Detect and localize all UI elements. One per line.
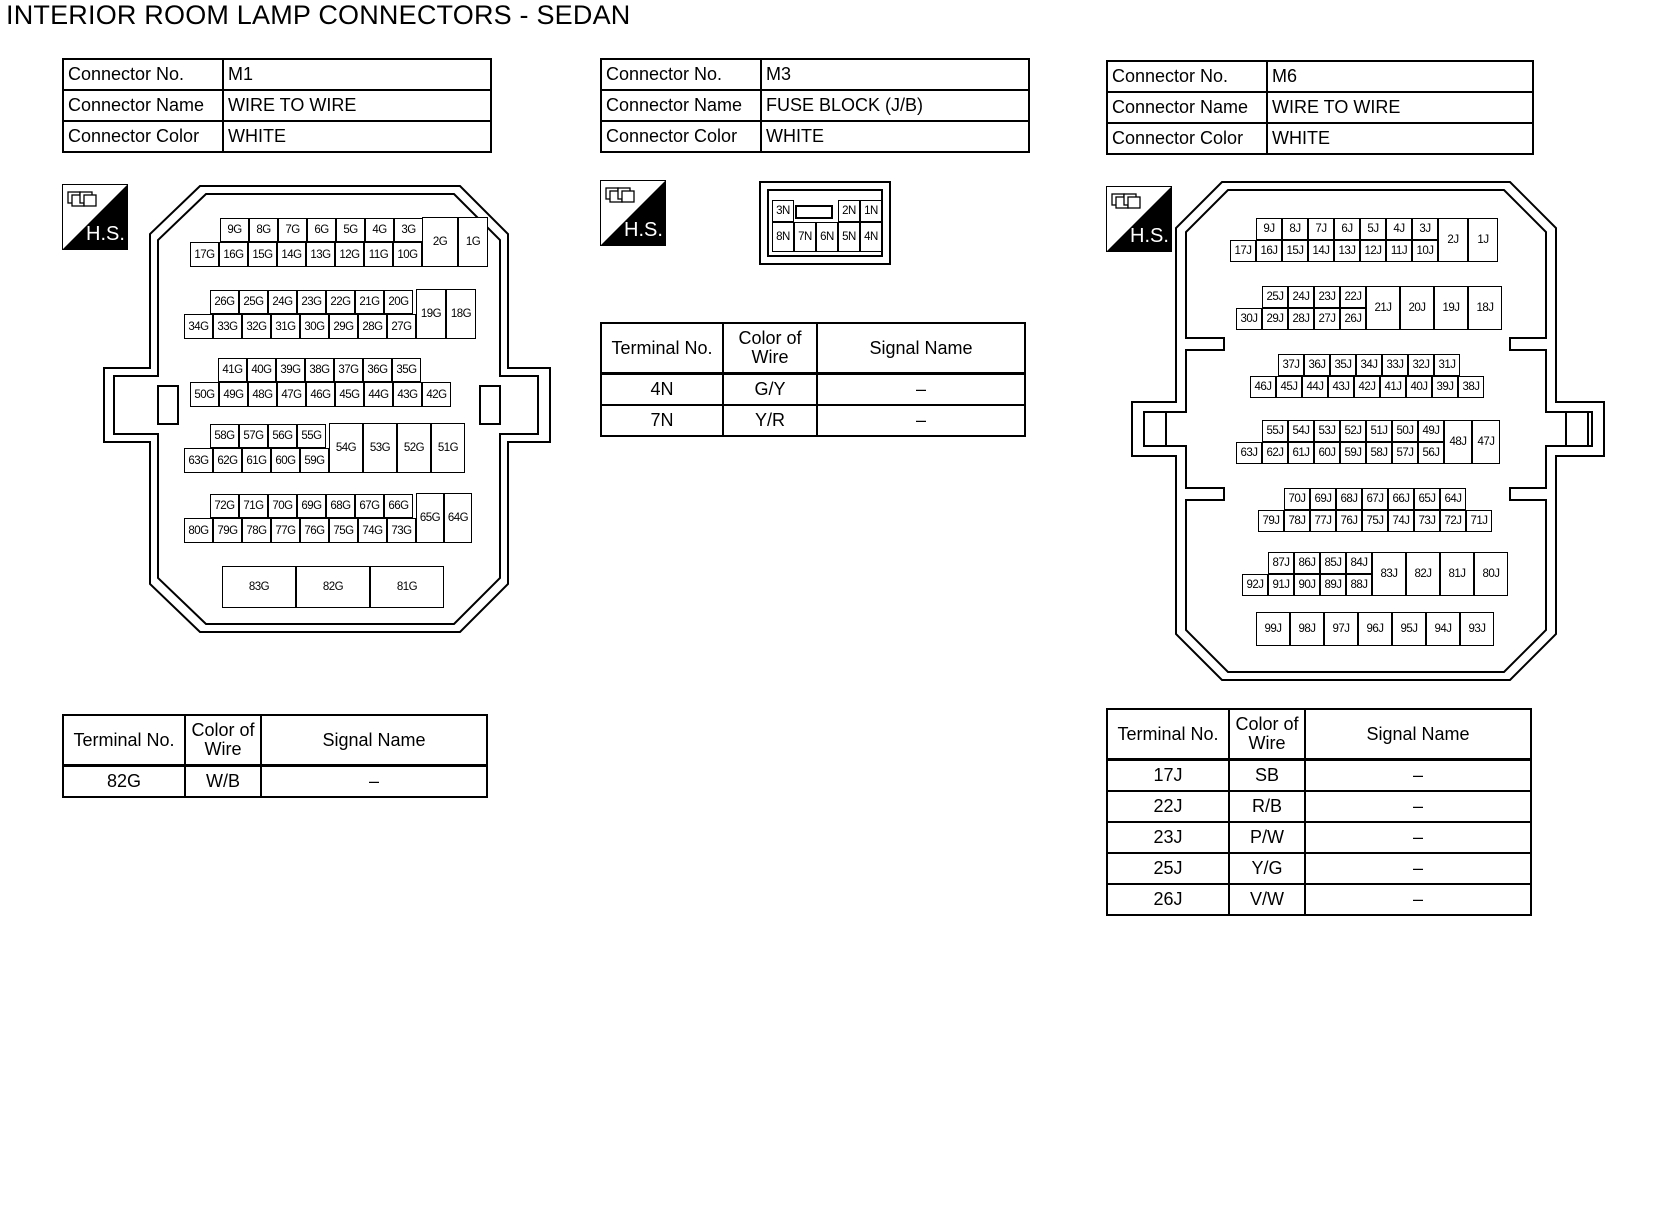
pin-14j: 14J <box>1308 240 1334 262</box>
terminal-signal-cell: – <box>1305 760 1531 792</box>
pin-43g: 43G <box>393 382 422 407</box>
pin-45j: 45J <box>1276 376 1302 398</box>
value-connector-color: WHITE <box>761 121 1029 152</box>
pin-6g: 6G <box>307 218 336 242</box>
pin-2n: 2N <box>838 200 860 222</box>
pin-3g: 3G <box>394 218 423 242</box>
pin-91j: 91J <box>1268 574 1294 596</box>
pin-48g: 48G <box>248 382 277 407</box>
hs-label: H.S. <box>624 219 663 241</box>
terminal-no-cell: 22J <box>1107 791 1229 822</box>
pin-73g: 73G <box>387 518 416 543</box>
pin-62g: 62G <box>213 448 242 473</box>
pin-25g: 25G <box>239 290 268 314</box>
pin-38g: 38G <box>305 358 334 382</box>
hs-label: H.S. <box>1130 225 1169 247</box>
terminal-wire-cell: Y/G <box>1229 853 1305 884</box>
pin-41g: 41G <box>218 358 247 382</box>
pin-11g: 11G <box>364 242 393 267</box>
pin-87j: 87J <box>1268 552 1294 574</box>
pin-70g: 70G <box>268 494 297 518</box>
label-connector-name: Connector Name <box>63 90 223 121</box>
pin-57g: 57G <box>239 424 268 448</box>
pin-25j: 25J <box>1262 286 1288 308</box>
pin-99j: 99J <box>1256 612 1290 646</box>
pin-33j: 33J <box>1382 354 1408 376</box>
terminal-wire-cell: Y/R <box>723 405 817 436</box>
pin-18j: 18J <box>1468 286 1502 330</box>
pin-30j: 30J <box>1236 308 1262 330</box>
pin-17g: 17G <box>190 242 219 267</box>
pin-16j: 16J <box>1256 240 1282 262</box>
pin-56g: 56G <box>268 424 297 448</box>
pin-88j: 88J <box>1346 574 1372 596</box>
pin-80g: 80G <box>184 518 213 543</box>
pin-60g: 60G <box>271 448 300 473</box>
terminal-signal-cell: – <box>817 405 1025 436</box>
terminal-signal-cell: – <box>1305 822 1531 853</box>
pin-35g: 35G <box>392 358 421 382</box>
pin-40j: 40J <box>1406 376 1432 398</box>
terminal-row <box>1107 884 1531 915</box>
pin-71j: 71J <box>1466 510 1492 532</box>
pin-52g: 52G <box>397 423 431 473</box>
pin-85j: 85J <box>1320 552 1346 574</box>
terminal-table-m6 <box>1106 708 1532 916</box>
pin-22j: 22J <box>1340 286 1366 308</box>
pin-21g: 21G <box>355 290 384 314</box>
pin-23j: 23J <box>1314 286 1340 308</box>
pin-89j: 89J <box>1320 574 1346 596</box>
pin-79j: 79J <box>1258 510 1284 532</box>
value-connector-name: WIRE TO WIRE <box>223 90 491 121</box>
pin-1g: 1G <box>458 217 488 267</box>
pin-35j: 35J <box>1330 354 1356 376</box>
pin-8g: 8G <box>249 218 278 242</box>
pin-63j: 63J <box>1236 442 1262 464</box>
pin-2g: 2G <box>422 217 458 267</box>
pin-74j: 74J <box>1388 510 1414 532</box>
pin-96j: 96J <box>1358 612 1392 646</box>
terminal-wire-cell: SB <box>1229 760 1305 792</box>
terminal-signal-cell: – <box>1305 853 1531 884</box>
pin-50g: 50G <box>190 382 219 407</box>
pin-72g: 72G <box>210 494 239 518</box>
terminal-wire-cell: R/B <box>1229 791 1305 822</box>
pin-44g: 44G <box>364 382 393 407</box>
pin-37g: 37G <box>334 358 363 382</box>
label-connector-name: Connector Name <box>601 90 761 121</box>
pin-40g: 40G <box>247 358 276 382</box>
pin-24j: 24J <box>1288 286 1314 308</box>
pin-4n: 4N <box>860 222 882 252</box>
pin-47g: 47G <box>277 382 306 407</box>
pin-13j: 13J <box>1334 240 1360 262</box>
pin-34j: 34J <box>1356 354 1382 376</box>
pin-90j: 90J <box>1294 574 1320 596</box>
pin-36g: 36G <box>363 358 392 382</box>
pin-86j: 86J <box>1294 552 1320 574</box>
pin-79g: 79G <box>213 518 242 543</box>
pin-82j: 82J <box>1406 552 1440 596</box>
pin-10j: 10J <box>1412 240 1438 262</box>
pin-26g: 26G <box>210 290 239 314</box>
terminal-signal-cell: – <box>1305 884 1531 915</box>
pin-6n: 6N <box>816 222 838 252</box>
pin-66j: 66J <box>1388 488 1414 510</box>
pin-32g: 32G <box>242 314 271 339</box>
pin-83g: 83G <box>222 566 296 608</box>
terminal-no-cell: 23J <box>1107 822 1229 853</box>
label-connector-no: Connector No. <box>63 59 223 90</box>
pin-50j: 50J <box>1392 420 1418 442</box>
pin-76j: 76J <box>1336 510 1362 532</box>
pin-57j: 57J <box>1392 442 1418 464</box>
pin-51j: 51J <box>1366 420 1392 442</box>
pin-44j: 44J <box>1302 376 1328 398</box>
pin-34g: 34G <box>184 314 213 339</box>
pin-71g: 71G <box>239 494 268 518</box>
pin-1n: 1N <box>860 200 882 222</box>
pin-31j: 31J <box>1434 354 1460 376</box>
pin-81j: 81J <box>1440 552 1474 596</box>
header-signal-name: Signal Name <box>261 715 487 766</box>
pin-29j: 29J <box>1262 308 1288 330</box>
pin-33g: 33G <box>213 314 242 339</box>
pin-6j: 6J <box>1334 218 1360 240</box>
pin-98j: 98J <box>1290 612 1324 646</box>
pin-95j: 95J <box>1392 612 1426 646</box>
pin-61j: 61J <box>1288 442 1314 464</box>
terminal-row <box>601 374 1025 406</box>
pin-7g: 7G <box>278 218 307 242</box>
pin-28g: 28G <box>358 314 387 339</box>
pin-29g: 29G <box>329 314 358 339</box>
pin-75j: 75J <box>1362 510 1388 532</box>
pin-15g: 15G <box>248 242 277 267</box>
terminal-row <box>1107 853 1531 884</box>
terminal-no-cell: 82G <box>63 766 185 798</box>
pin-42g: 42G <box>422 382 451 407</box>
pin-17j: 17J <box>1230 240 1256 262</box>
value-connector-color: WHITE <box>223 121 491 152</box>
pin-83j: 83J <box>1372 552 1406 596</box>
pin-49g: 49G <box>219 382 248 407</box>
value-connector-name: FUSE BLOCK (J/B) <box>761 90 1029 121</box>
terminal-wire-cell: W/B <box>185 766 261 798</box>
pin-62j: 62J <box>1262 442 1288 464</box>
pin-39j: 39J <box>1432 376 1458 398</box>
terminal-row <box>1107 791 1531 822</box>
pin-69j: 69J <box>1310 488 1336 510</box>
pin-4g: 4G <box>365 218 394 242</box>
terminal-wire-cell: G/Y <box>723 374 817 406</box>
pin-38j: 38J <box>1458 376 1484 398</box>
pin-20g: 20G <box>384 290 413 314</box>
value-connector-no: M1 <box>223 59 491 90</box>
pin-47j: 47J <box>1472 420 1500 464</box>
pin-93j: 93J <box>1460 612 1494 646</box>
pin-7n: 7N <box>794 222 816 252</box>
pin-9j: 9J <box>1256 218 1282 240</box>
pin-53j: 53J <box>1314 420 1340 442</box>
pin-45g: 45G <box>335 382 364 407</box>
header-color-of-wire: Color of Wire <box>185 715 261 766</box>
terminal-wire-cell: P/W <box>1229 822 1305 853</box>
pin-27g: 27G <box>387 314 416 339</box>
terminal-no-cell: 26J <box>1107 884 1229 915</box>
label-connector-no: Connector No. <box>601 59 761 90</box>
pin-58j: 58J <box>1366 442 1392 464</box>
pin-41j: 41J <box>1380 376 1406 398</box>
terminal-wire-cell: V/W <box>1229 884 1305 915</box>
pin-1j: 1J <box>1468 218 1498 262</box>
pin-51g: 51G <box>431 423 465 473</box>
pin-18g: 18G <box>446 289 476 339</box>
pin-12j: 12J <box>1360 240 1386 262</box>
pin-8j: 8J <box>1282 218 1308 240</box>
pin-61g: 61G <box>242 448 271 473</box>
pin-43j: 43J <box>1328 376 1354 398</box>
pin-60j: 60J <box>1314 442 1340 464</box>
pin-37j: 37J <box>1278 354 1304 376</box>
pin-84j: 84J <box>1346 552 1372 574</box>
pin-80j: 80J <box>1474 552 1508 596</box>
value-connector-no: M6 <box>1267 61 1533 92</box>
terminal-no-cell: 25J <box>1107 853 1229 884</box>
pin-14g: 14G <box>277 242 306 267</box>
value-connector-color: WHITE <box>1267 123 1533 154</box>
pin-66g: 66G <box>384 494 413 518</box>
pin-78g: 78G <box>242 518 271 543</box>
pin-74g: 74G <box>358 518 387 543</box>
terminal-row <box>1107 760 1531 792</box>
pin-32j: 32J <box>1408 354 1434 376</box>
pin-46g: 46G <box>306 382 335 407</box>
pin-4j: 4J <box>1386 218 1412 240</box>
pin-26j: 26J <box>1340 308 1366 330</box>
terminal-table-m3 <box>600 322 1026 437</box>
pin-22g: 22G <box>326 290 355 314</box>
pin-5g: 5G <box>336 218 365 242</box>
pin-10g: 10G <box>393 242 422 267</box>
pin-53g: 53G <box>363 423 397 473</box>
pin-59j: 59J <box>1340 442 1366 464</box>
pin-3n: 3N <box>772 200 794 222</box>
header-signal-name: Signal Name <box>817 323 1025 374</box>
pin-2j: 2J <box>1438 218 1468 262</box>
pin-54j: 54J <box>1288 420 1314 442</box>
pin-81g: 81G <box>370 566 444 608</box>
pin-59g: 59G <box>300 448 329 473</box>
terminal-no-cell: 4N <box>601 374 723 406</box>
pin-3j: 3J <box>1412 218 1438 240</box>
pin-5j: 5J <box>1360 218 1386 240</box>
header-color-of-wire: Color of Wire <box>1229 709 1305 760</box>
pin-36j: 36J <box>1304 354 1330 376</box>
pin-31g: 31G <box>271 314 300 339</box>
pin-68g: 68G <box>326 494 355 518</box>
pin-11j: 11J <box>1386 240 1412 262</box>
pin-65j: 65J <box>1414 488 1440 510</box>
pin-55g: 55G <box>297 424 326 448</box>
terminal-table-m1 <box>62 714 488 798</box>
pin-58g: 58G <box>210 424 239 448</box>
pin-82g: 82G <box>296 566 370 608</box>
pin-9g: 9G <box>220 218 249 242</box>
pin-68j: 68J <box>1336 488 1362 510</box>
header-terminal-no: Terminal No. <box>1107 709 1229 760</box>
pin-52j: 52J <box>1340 420 1366 442</box>
pin-73j: 73J <box>1414 510 1440 532</box>
pin-77j: 77J <box>1310 510 1336 532</box>
label-connector-color: Connector Color <box>1107 123 1267 154</box>
pin-8n: 8N <box>772 222 794 252</box>
pin-42j: 42J <box>1354 376 1380 398</box>
pin-55j: 55J <box>1262 420 1288 442</box>
pin-39g: 39G <box>276 358 305 382</box>
pin-97j: 97J <box>1324 612 1358 646</box>
pin-19j: 19J <box>1434 286 1468 330</box>
pin-65g: 65G <box>416 493 444 543</box>
terminal-signal-cell: – <box>261 766 487 798</box>
pin-64j: 64J <box>1440 488 1466 510</box>
terminal-row <box>601 405 1025 436</box>
pin-49j: 49J <box>1418 420 1444 442</box>
pin-5n: 5N <box>838 222 860 252</box>
pin-48j: 48J <box>1444 420 1472 464</box>
terminal-no-cell: 17J <box>1107 760 1229 792</box>
pin-21j: 21J <box>1366 286 1400 330</box>
label-connector-no: Connector No. <box>1107 61 1267 92</box>
pin-13g: 13G <box>306 242 335 267</box>
pin-30g: 30G <box>300 314 329 339</box>
pin-24g: 24G <box>268 290 297 314</box>
pin-27j: 27J <box>1314 308 1340 330</box>
header-terminal-no: Terminal No. <box>63 715 185 766</box>
terminal-row <box>63 766 487 798</box>
pin-7j: 7J <box>1308 218 1334 240</box>
pin-15j: 15J <box>1282 240 1308 262</box>
value-connector-no: M3 <box>761 59 1029 90</box>
pin-46j: 46J <box>1250 376 1276 398</box>
pin-23g: 23G <box>297 290 326 314</box>
label-connector-name: Connector Name <box>1107 92 1267 123</box>
pin-64g: 64G <box>444 493 472 543</box>
pin-19g: 19G <box>416 289 446 339</box>
header-terminal-no: Terminal No. <box>601 323 723 374</box>
pin-28j: 28J <box>1288 308 1314 330</box>
header-signal-name: Signal Name <box>1305 709 1531 760</box>
pin-92j: 92J <box>1242 574 1268 596</box>
pin-77g: 77G <box>271 518 300 543</box>
pin-67j: 67J <box>1362 488 1388 510</box>
pin-78j: 78J <box>1284 510 1310 532</box>
page-title: INTERIOR ROOM LAMP CONNECTORS - SEDAN <box>6 0 631 30</box>
terminal-no-cell: 7N <box>601 405 723 436</box>
pin-69g: 69G <box>297 494 326 518</box>
terminal-signal-cell: – <box>817 374 1025 406</box>
pin-12g: 12G <box>335 242 364 267</box>
pin-70j: 70J <box>1284 488 1310 510</box>
header-color-of-wire: Color of Wire <box>723 323 817 374</box>
label-connector-color: Connector Color <box>601 121 761 152</box>
terminal-row <box>1107 822 1531 853</box>
pin-63g: 63G <box>184 448 213 473</box>
pin-72j: 72J <box>1440 510 1466 532</box>
hs-label: H.S. <box>86 223 125 245</box>
pin-76g: 76G <box>300 518 329 543</box>
pin-20j: 20J <box>1400 286 1434 330</box>
pin-67g: 67G <box>355 494 384 518</box>
pin-75g: 75G <box>329 518 358 543</box>
terminal-signal-cell: – <box>1305 791 1531 822</box>
pin-54g: 54G <box>329 423 363 473</box>
label-connector-color: Connector Color <box>63 121 223 152</box>
pin-94j: 94J <box>1426 612 1460 646</box>
pin-56j: 56J <box>1418 442 1444 464</box>
pin-16g: 16G <box>219 242 248 267</box>
value-connector-name: WIRE TO WIRE <box>1267 92 1533 123</box>
